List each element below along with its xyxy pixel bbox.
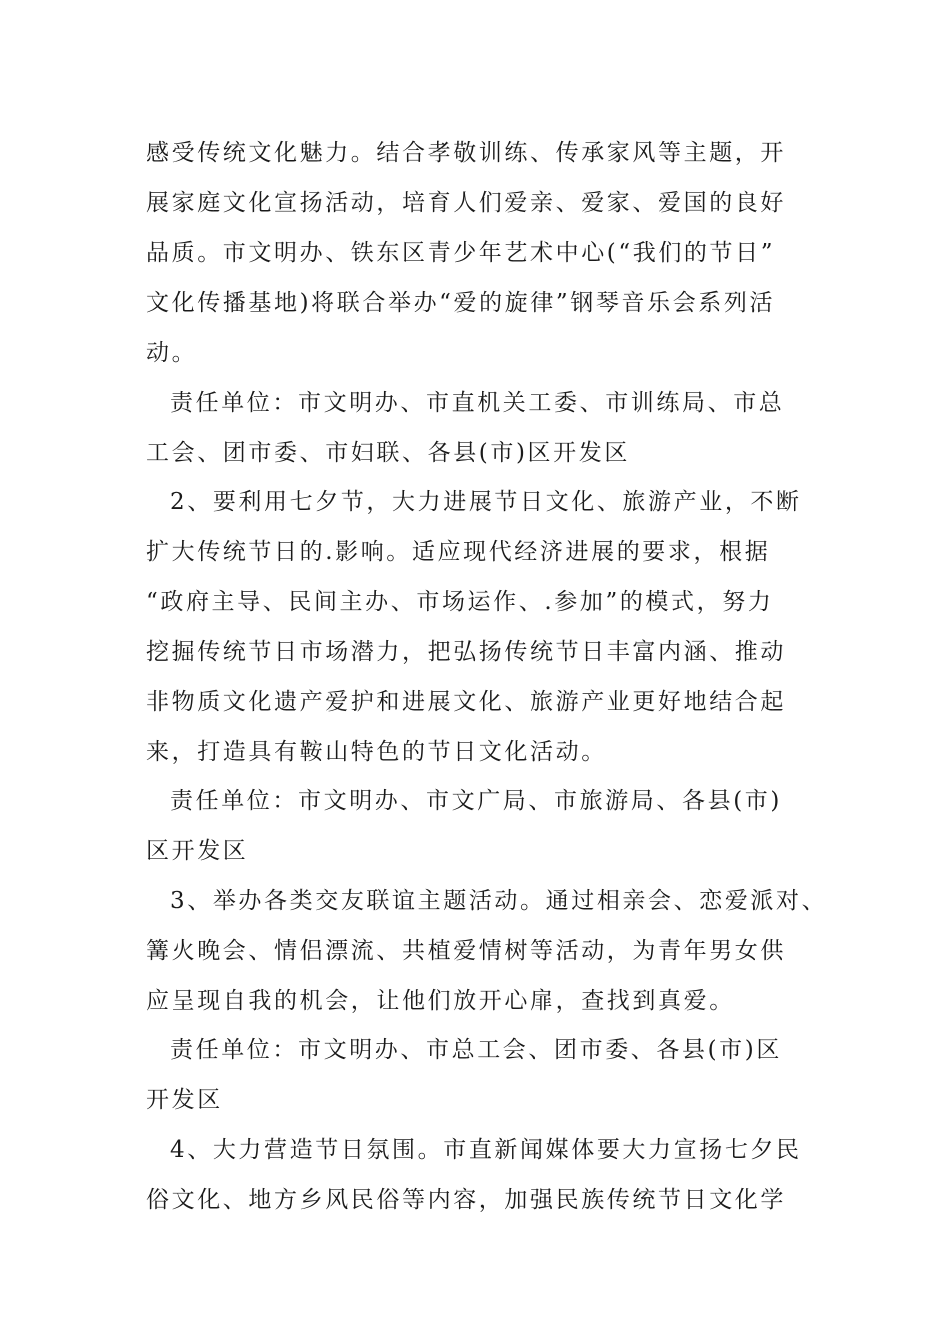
- text-line: 品质。市文明办、铁东区青少年艺术中心(“我们的节日”: [146, 240, 776, 266]
- text-line: 非物质文化遗产爱护和进展文化、旅游产业更好地结合起: [146, 689, 786, 715]
- text-line: 动。: [146, 340, 198, 366]
- text-line: 感受传统文化魅力。结合孝敬训练、传承家风等主题，开: [146, 140, 786, 166]
- text-line: 责任单位：市文明办、市文广局、市旅游局、各县(市): [170, 788, 782, 814]
- text-line: 来，打造具有鞍山特色的节日文化活动。: [146, 739, 607, 765]
- text-line: 4、大力营造节日氛围。市直新闻媒体要大力宣扬七夕民: [170, 1137, 802, 1163]
- text-line: 3、举办各类交友联谊主题活动。通过相亲会、恋爱派对、: [170, 888, 828, 914]
- text-line: 工会、团市委、市妇联、各县(市)区开发区: [146, 440, 630, 466]
- text-line: 挖掘传统节日市场潜力，把弘扬传统节日丰富内涵、推动: [146, 639, 786, 665]
- text-line: 开发区: [146, 1087, 223, 1113]
- text-line: 篝火晚会、情侣漂流、共植爱情树等活动，为青年男女供: [146, 938, 786, 964]
- text-line: 责任单位：市文明办、市总工会、团市委、各县(市)区: [170, 1037, 782, 1063]
- text-line: 区开发区: [146, 838, 249, 864]
- text-line: “政府主导、民间主办、市场运作、.参加”的模式，努力: [146, 589, 774, 615]
- text-line: 责任单位：市文明办、市直机关工委、市训练局、市总: [170, 390, 785, 416]
- text-line: 俗文化、地方乡风民俗等内容，加强民族传统节日文化学: [146, 1187, 786, 1213]
- text-line: 应呈现自我的机会，让他们放开心扉，查找到真爱。: [146, 988, 735, 1014]
- text-line: 文化传播基地)将联合举办“爱的旋律”钢琴音乐会系列活: [146, 290, 776, 316]
- text-line: 展家庭文化宣扬活动，培育人们爱亲、爱家、爱国的良好: [146, 190, 786, 216]
- text-line: 扩大传统节日的.影响。适应现代经济进展的要求，根据: [146, 539, 771, 565]
- text-line: 2、要利用七夕节，大力进展节日文化、旅游产业，不断: [170, 489, 802, 515]
